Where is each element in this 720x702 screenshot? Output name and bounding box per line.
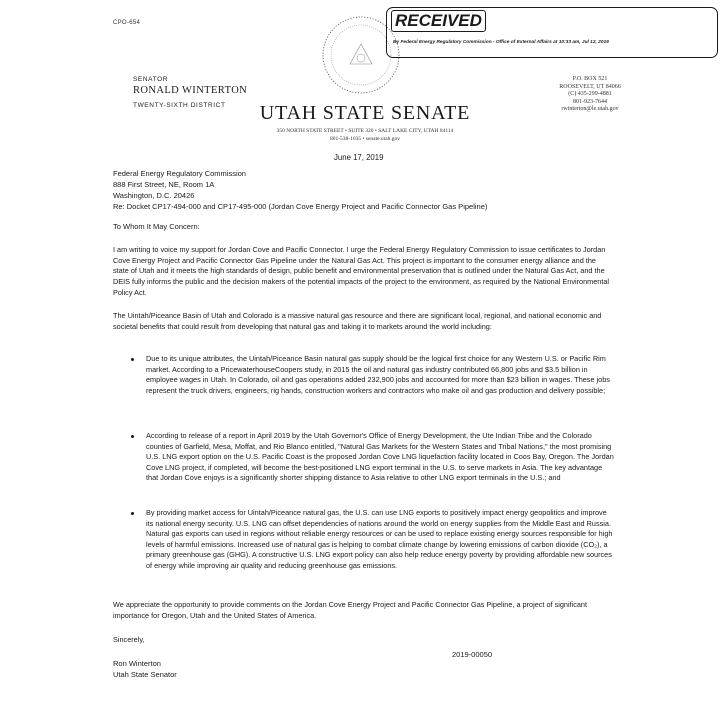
letterhead-title: UTAH STATE SENATE — [259, 102, 471, 124]
district-label: TWENTY-SIXTH DISTRICT — [133, 102, 226, 109]
recipient-block — [113, 168, 611, 212]
signer-title: Utah State Senator — [113, 670, 177, 679]
letter-date: June 17, 2019 — [334, 153, 384, 162]
document-code: CPO-654 — [113, 20, 141, 26]
contact-line: (C) 435-299-4881 — [568, 91, 612, 97]
list-item: Due to its unique attributes, the Uintah/Piceance Basin natural gas supply should be the logical first choice for any Western U.S. or Pacific Rim market. According to a PricewaterhouseCoopers study, in 2015 the oil and natural gas industry contributed 66,800 jobs and $3.5 billion in employee wages in Utah. In Colorado, oil and gas operations added 232,900 jobs and accounted for more than $23 billion in wages. These jobs represent the truck drivers, engineers, rig hands, construction workers and contractors who make oil and gas production and delivery possible; — [146, 354, 610, 395]
recipient-line: Federal Energy Regulatory Commission — [113, 169, 246, 178]
address-line: 801-538-1035 • senate.utah.gov — [329, 136, 401, 142]
received-stamp-subtext: By Federal Energy Regulatory Commission - Office of External Affairs at 10:33 am, Jul 12, 2019 — [393, 40, 609, 45]
contact-line: 801-923-7644 — [573, 98, 607, 105]
senator-label: SENATOR — [133, 76, 169, 83]
letterhead-address — [200, 127, 530, 143]
bullet-icon — [131, 512, 134, 515]
paragraph: The Uintah/Piceance Basin of Utah and Colorado is a massive natural gas resource and there are significant local, regional, and national economic and societal benefits that could result from developing that natural gas and taking it to markets around the world including: — [113, 311, 602, 331]
bullet-icon — [131, 435, 134, 438]
paragraph: I am writing to voice my support for Jordan Cove and Pacific Connector. I urge the Federal Energy Regulatory Commission to issue certificates to Jordan Cove Energy Project and Pacific Connector Gas Pipeline under the Natural Gas Act. This project is important to the consumer energy alliance and the state of Utah and it meets the high standards of design, public benefit and environmental preservation that is outlined under the Natural Gas Act, and the DEIS fully informs the public and the decision makers of the potential impacts of the project to the environment, as required by the National Environmental Policy Act. — [113, 245, 610, 297]
bullet-icon — [131, 358, 134, 361]
salutation: To Whom It May Concern: — [113, 222, 200, 231]
sign-off: Sincerely, — [113, 635, 145, 644]
signer-block — [113, 658, 611, 680]
contact-line: ROOSEVELT, UT 84066 — [559, 83, 621, 90]
list-item: By providing market access for Uintah/Piceance natural gas, the U.S. can use LNG exports to positively impact energy geopolitics and improve its national energy security. U.S. LNG can offset dependencies of nations around the world on energy supplies from the Middle East and Russia. Natural gas exports can used in regions without reliable energy resources or can be used to replace existing energy sources responsible for high levels of harmful emissions. Increased use of natural gas is helping to combat climate change by lowering emissions of carbon dioxide (CO₂), a primary greenhouse gas (GHG). A constructive U.S. LNG export policy can also help reduce energy poverty by providing affordable new sources of energy while improving air quality and reducing greenhouse gas emissions. — [146, 508, 613, 570]
contact-block — [540, 76, 640, 114]
accession-number: 2019-00050 — [452, 650, 493, 659]
recipient-line: Re: Docket CP17-494-000 and CP17-495-000 (Jordan Cove Energy Project and Pacific Connector Gas Pipeline) — [113, 202, 488, 211]
received-stamp — [386, 7, 718, 58]
contact-line: P.O. BOX 521 — [572, 76, 608, 82]
contact-line: rwinterton@le.utah.gov — [561, 106, 619, 112]
senator-name: RONALD WINTERTON — [133, 85, 248, 96]
list-item: According to release of a report in April 2019 by the Utah Governor's Office of Energy Development, the Ute Indian Tribe and the Colorado counties of Garfield, Mesa, Moffat, and Rio Blanco entitled, "Natural Gas Markets for the Western States and Tribal Nations," the most promising U.S. LNG export option on the U.S. Pacific Coast is the proposed Jordan Cove LNG liquefaction facility located in Coos Bay, Oregon. The Jordan Cove LNG project, if completed, will become the best-positioned LNG export terminal in the U.S. to serve markets in Asia. The key advantage that Jordan Cove enjoys is a significantly shorter shipping distance to Asia relative to other LNG export terminals in the U.S.; and — [146, 431, 614, 482]
received-stamp-label: RECEIVED — [391, 10, 486, 32]
recipient-line: 888 First Street, NE, Room 1A — [113, 180, 215, 189]
address-line: 350 NORTH STATE STREET • SUITE 320 • SALT LAKE CITY, UTAH 84114 — [276, 128, 454, 134]
closing-paragraph: We appreciate the opportunity to provide comments on the Jordan Cove Energy Project and Pacific Connector Gas Pipeline, a project of significant importance for Oregon, Utah and the United States of America. — [113, 600, 588, 620]
signer-name: Ron Winterton — [113, 659, 161, 668]
recipient-line: Washington, D.C. 20426 — [113, 191, 195, 200]
